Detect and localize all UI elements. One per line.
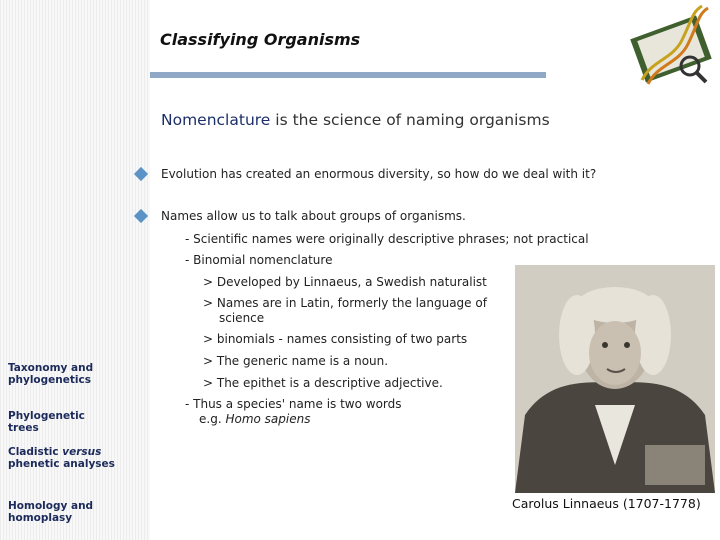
detail-point-5: > The epithet is a descriptive adjective. [203,376,443,390]
detail-point-3: > binomials - names consisting of two parts [203,332,468,346]
portrait-caption: Carolus Linnaeus (1707-1778) [512,496,701,511]
detail-point-1: > Developed by Linnaeus, a Swedish naturalist [203,275,487,289]
bullet-text-1: Evolution has created an enormous diversity, so how do we deal with it? [161,167,597,181]
sidebar-item-label: Taxonomy and phylogenetics [8,362,94,386]
dna-logo-icon [628,4,714,88]
sub-point-3: - Thus a species' name is two words [185,397,402,411]
detail-point-4: > The generic name is a noun. [203,354,389,368]
linnaeus-portrait [515,265,715,493]
detail-point-2-cont: science [219,311,265,325]
sidebar-item-cladistic[interactable] [8,446,118,470]
sidebar-item-homology[interactable] [8,500,118,524]
example-line [199,412,310,427]
headline-term: Nomenclature [161,111,271,129]
sidebar-item-label: Cladistic [8,446,63,458]
sidebar-item-label: phenetic analyses [8,458,115,470]
headline-text: is the science of naming organisms [270,111,550,129]
headline [161,111,550,129]
page-title: Classifying Organisms [160,30,361,49]
sub-point-2: - Binomial nomenclature [185,253,333,267]
sidebar-item-label: Phylogenetic trees [8,410,85,434]
title-underline-bar [150,72,546,78]
bullet-text-2: Names allow us to talk about groups of organisms. [161,209,466,223]
sidebar-item-label-em: versus [62,446,102,458]
portrait-drawing-icon [515,265,715,493]
sidebar-item-label: Homology and homoplasy [8,500,94,524]
example-prefix: e.g. [199,412,226,426]
sub-point-1: - Scientific names were originally descriptive phrases; not practical [185,232,589,246]
sidebar-item-phylogenetic-trees[interactable] [8,410,118,434]
detail-point-2: > Names are in Latin, formerly the language of [203,296,487,310]
example-species: Homo sapiens [225,412,311,426]
sidebar-item-taxonomy[interactable] [8,362,150,386]
sidebar [0,0,150,540]
